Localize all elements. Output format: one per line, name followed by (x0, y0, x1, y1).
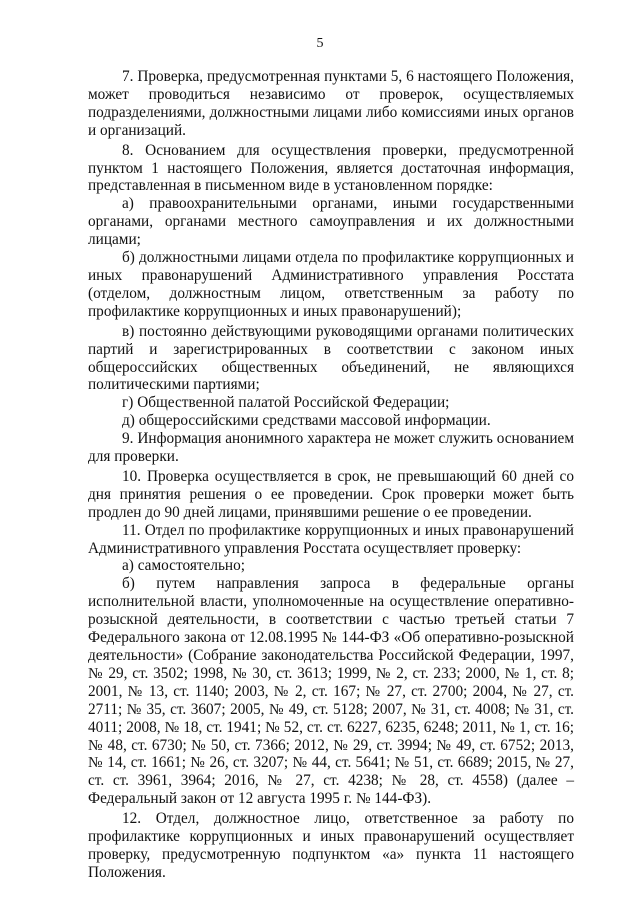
paragraph-7: 7. Проверка, предусмотренная пунктами 5, 6 настоящего Положения, может проводиться независимо от проверок, осуществляемых подразделениями, должностными лицами либо комиссиями иных органов и организаций. (88, 68, 574, 139)
paragraph-8-item-v: в) постоянно действующими руководящими органами политических партий и зарегистрированных в соответствии с законом иных общероссийских общественных объединений, не являющихся политическими партиями; (88, 322, 574, 394)
paragraph-11-item-b: б) путем направления запроса в федеральные органы исполнительной власти, уполномоченные на осуществление оперативно-розыскной деятельности, в соответствии с частью третьей статьи 7 Федерального закона от 12.08.1995 № 144-ФЗ «Об оперативно-розыскной деятельности» (Собрание законодательства Российской Федерации, 1997, № 29, ст. 3502; 1998, № 30, ст. 3613; 1999, № 2, ст. 233; 2000, № 1, ст. 8; 2001, № 13, ст. 1140; 2003, № 2, ст. 167; № 27, ст. 2700; 2004, № 27, ст. 2711; № 35, ст. 3607; 2005, № 49, ст. 5128; 2007, № 31, ст. 4008; № 31, ст. 4011; 2008, № 18, ст. 1941; № 52, ст. ст. 6227, 6235, 6248; 2011, № 1, ст. 16; № 48, ст. 6730; № 50, ст. 7366; 2012, № 29, ст. 3994; № 49, ст. 6752; 2013, № 14, ст. 1661; № 26, ст. 3207; № 44, ст. 5641; № 51, ст. 6689; 2015, № 27, ст. ст. 3961, 3964; 2016, № 27, ст. 4238; № 28, ст. 4558) (далее – Федеральный закон от 12 августа 1995 г. № 144-ФЗ). (88, 575, 574, 808)
paragraph-8-item-b: б) должностными лицами отдела по профилактике коррупционных и иных правонарушений Административного управления Росстата (отделом, должностным лицом, ответственным за работу по профилактике коррупционных и иных правонарушений); (88, 249, 574, 320)
document-body (88, 68, 574, 882)
paragraph-10: 10. Проверка осуществляется в срок, не превышающий 60 дней со дня принятия решения о ее проведении. Срок проверки может быть продлен до 90 дней лицами, принявшими решение о ее проведении. (88, 467, 574, 521)
page-number: 5 (316, 36, 324, 51)
paragraph-8: 8. Основанием для осуществления проверки, предусмотренной пунктом 1 настоящего Положения, является достаточная информация, представленная в письменном виде в установленном порядке: (88, 141, 574, 195)
paragraph-9: 9. Информация анонимного характера не может служить основанием для проверки. (88, 430, 574, 466)
paragraph-11-item-a: а) самостоятельно; (122, 557, 246, 575)
paragraph-12: 12. Отдел, должностное лицо, ответственное за работу по профилактике коррупционных и иных правонарушений осуществляет проверку, предусмотренную подпунктом «а» пункта 11 настоящего Положения. (88, 810, 574, 881)
paragraph-11: 11. Отдел по профилактике коррупционных и иных правонарушений Административного управления Росстата осуществляет проверку: (88, 521, 574, 557)
paragraph-8-item-g: г) Общественной палатой Российской Федерации; (122, 394, 450, 412)
paragraph-8-item-d: д) общероссийскими средствами массовой информации. (122, 412, 491, 430)
paragraph-8-item-a: а) правоохранительными органами, иными государственными органами, органами местного самоуправления и их должностными лицами; (88, 195, 574, 249)
